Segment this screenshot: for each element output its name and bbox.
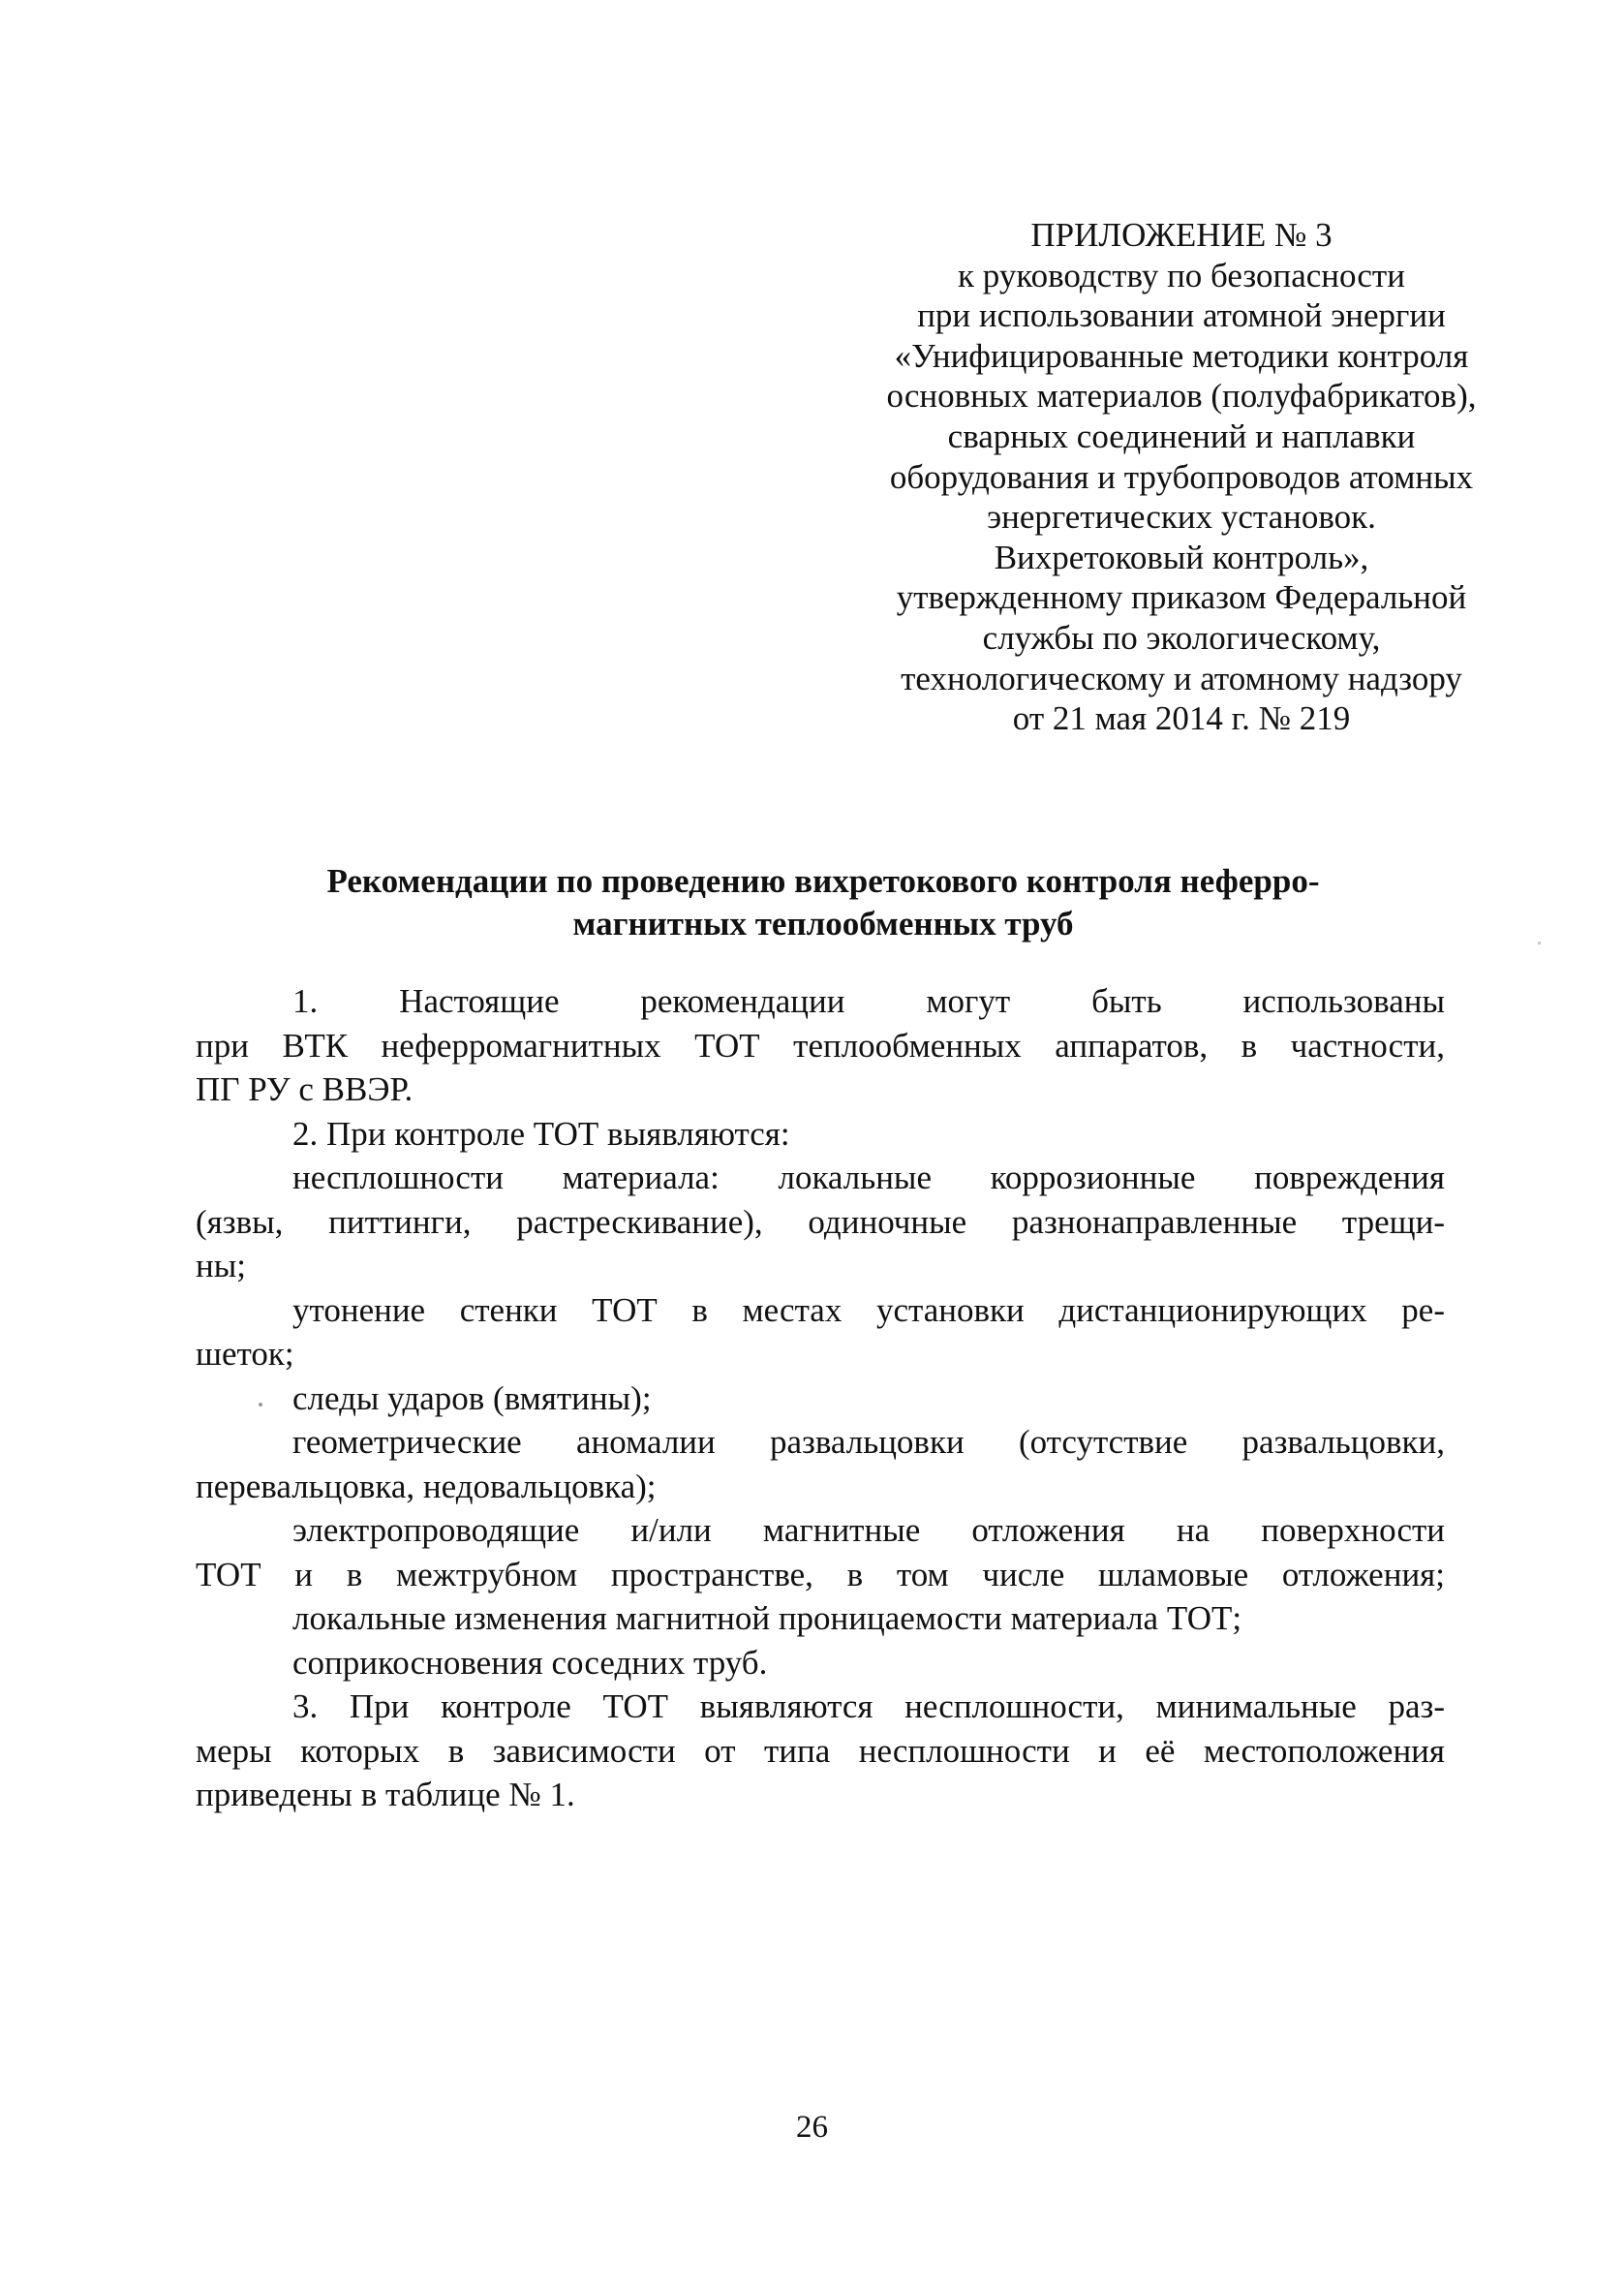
list-item-line: шеток; <box>196 1335 294 1373</box>
appendix-line: службы по экологическому, <box>982 618 1381 657</box>
list-item-line: ны; <box>196 1247 246 1284</box>
document-title-line-1: Рекомендации по проведению вихретокового контроля неферро- <box>326 862 1320 900</box>
appendix-order-date: от 21 мая 2014 г. № 219 <box>1012 699 1351 738</box>
appendix-line: утвержденному приказом Федеральной <box>896 578 1467 617</box>
list-item-line: геометрические аномалии развальцовки (отсутствие развальцовки, <box>292 1423 1445 1461</box>
paragraph-1-line: 1. Настоящие рекомендации могут быть использованы <box>292 982 1445 1020</box>
paragraph-2-line: 2. При контроле ТОТ выявляются: <box>292 1114 790 1153</box>
scan-speck <box>259 1403 262 1407</box>
list-item-line: ТОТ и в межтрубном пространстве, в том числе шламовые отложения; <box>196 1555 1445 1593</box>
appendix-line: «Унифицированные методики контроля <box>894 336 1469 375</box>
list-item-line: перевальцовка, недовальцовка); <box>196 1467 657 1505</box>
appendix-line: к руководству по безопасности <box>958 256 1405 294</box>
document-title-line-2: магнитных теплообменных труб <box>572 905 1074 943</box>
appendix-line: при использовании атомной энергии <box>917 296 1446 335</box>
list-item-line: утонение стенки ТОТ в местах установки дистанционирующих ре- <box>292 1290 1445 1329</box>
appendix-line: сварных соединений и наплавки <box>947 417 1416 455</box>
appendix-number: ПРИЛОЖЕНИЕ № 3 <box>1030 216 1333 254</box>
document-body <box>196 979 1445 1817</box>
appendix-header-block <box>843 215 1520 739</box>
paragraph-3-line: приведены в таблице № 1. <box>196 1776 575 1813</box>
appendix-line: технологическому и атомному надзору <box>901 659 1462 697</box>
paragraph-3-line: меры которых в зависимости от типа несплошности и её местоположения <box>196 1731 1445 1770</box>
list-item-line: электропроводящие и/или магнитные отложения на поверхности <box>292 1511 1445 1549</box>
document-title <box>194 860 1453 945</box>
list-item-line: (язвы, питтинги, растрескивание), одиночные разнонаправленные трещи- <box>196 1202 1445 1241</box>
appendix-line: Вихретоковый контроль», <box>994 538 1369 576</box>
list-item-line: несплошности материала: локальные коррозионные повреждения <box>292 1159 1445 1196</box>
paragraph-1-line: ПГ РУ с ВВЭР. <box>196 1070 414 1108</box>
page-number: 26 <box>796 2110 828 2145</box>
scan-speck <box>1538 942 1541 944</box>
list-item-line: локальные изменения магнитной проницаемости материала ТОТ; <box>292 1599 1242 1637</box>
appendix-line: основных материалов (полуфабрикатов), <box>886 377 1477 416</box>
appendix-line: оборудования и трубопроводов атомных <box>889 457 1474 496</box>
list-item-line: следы ударов (вмятины); <box>292 1378 652 1417</box>
paragraph-3-line: 3. При контроле ТОТ выявляются несплошности, минимальные раз- <box>292 1687 1445 1725</box>
list-item-line: соприкосновения соседних труб. <box>292 1643 768 1682</box>
paragraph-1-line: при ВТК неферромагнитных ТОТ теплообменных аппаратов, в частности, <box>196 1026 1445 1065</box>
appendix-line: энергетических установок. <box>987 498 1376 537</box>
